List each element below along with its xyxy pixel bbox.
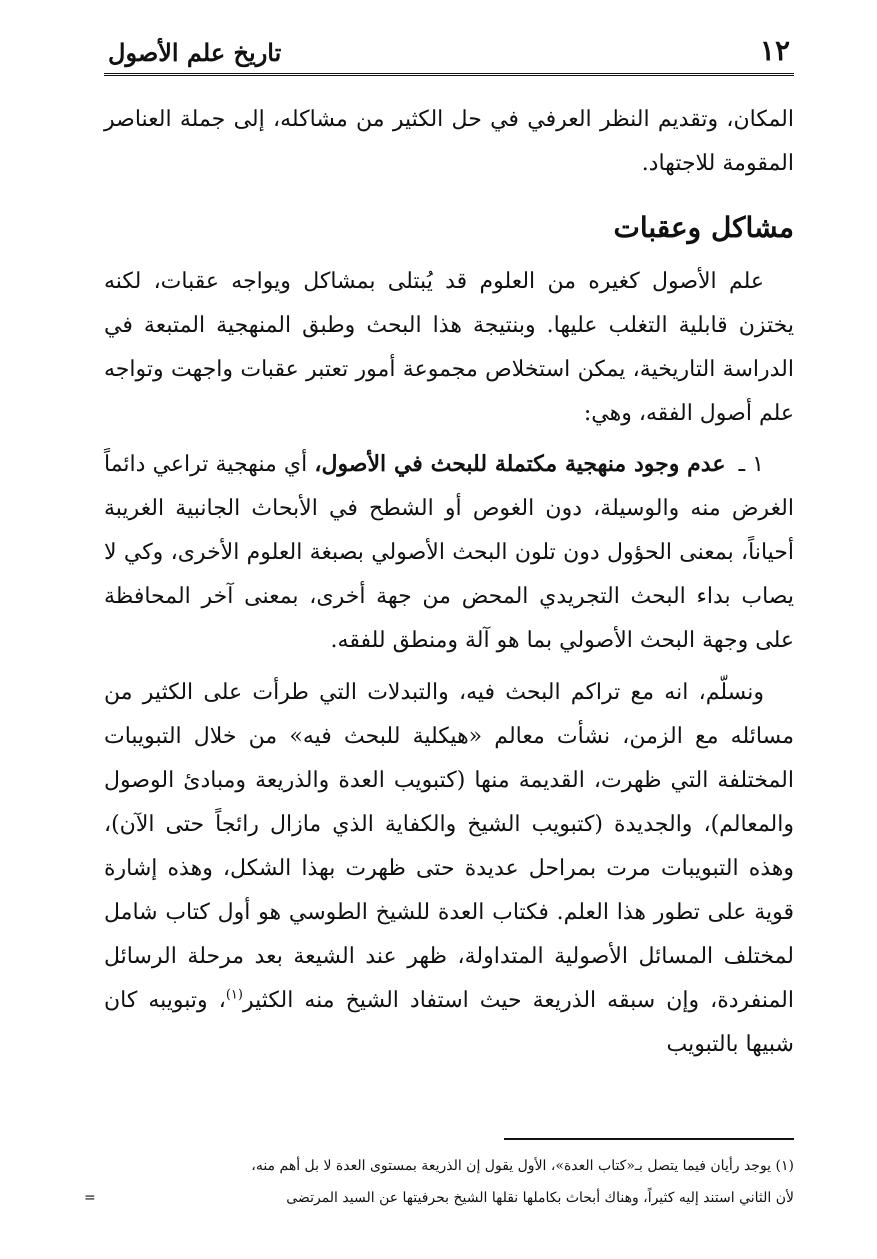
footnote-1-line-2-row <box>84 1182 794 1214</box>
running-title: تاريخ علم الأصول <box>108 38 282 67</box>
paragraph-1: علم الأصول كغيره من العلوم قد يُبتلى بمشاكل ويواجه عقبات، لكنه يختزن قابلية التغلب عليها. وبنتيجة هذا البحث وطبق المنهجية المتبعة في الدراسة التاريخية، يمكن استخلاص مجموعة أمور تعتبر عقبات واجهت وتواجه علم أصول الفقه، وهي: <box>104 269 794 426</box>
list-item-number: ١ ـ <box>738 452 764 477</box>
page-number: ١٢ <box>759 34 790 67</box>
list-item-1 <box>104 442 794 663</box>
list-item-text: أي منهجية تراعي دائماً الغرض منه والوسيلة، دون الغوص أو الشطح في الأبحاث الجانبية الغريبة أحياناً، بمعنى الحؤول دون تلون البحث الأصولي بصبغة العلوم الأخرى، وكي لا يصاب بداء البحث التجريدي المحض من جهة أخرى، بمعنى آخر المحافظة على وجهة البحث الأصولي بما هو آلة ومنطق للفقه. <box>104 452 794 653</box>
running-header <box>104 28 794 76</box>
footnote-divider <box>504 1138 794 1140</box>
paragraph-2-end: ، وتبويبه كان شبيها بالتبويب <box>104 988 794 1057</box>
body-text <box>104 98 794 1067</box>
paragraph-2-text: ونسلّم، انه مع تراكم البحث فيه، والتبدلات التي طرأت على الكثير من مسائله مع الزمن، نشأت معالم «هيكلية للبحث فيه» من خلال التبويبات المختلفة التي ظهرت، القديمة منها (كتبويب العدة والذريعة ومبادئ الوصول والمعالم)، والجديدة (كتبويب الشيخ والكفاية الذي مازال رائجاً حتى الآن)، وهذه التبويبات مرت بمراحل عديدة حتى ظهرت بهذا الشكل، وهذه إشارة قوية على تطور هذا العلم. فكتاب العدة للشيخ الطوسي هو أول كتاب شامل لمختلف المسائل الأصولية المتداولة، ظهر عند الشيعة بعد مرحلة الرسائل المنفردة، وإن سبقه الذريعة حيث استفاد الشيخ منه الكثير <box>104 680 794 1013</box>
footnote-1-line-2: لأن الثاني استند إليه كثيراً، وهناك أبحاث بكاملها نقلها الشيخ بحرفيتها عن السيد المرتضى <box>286 1190 794 1206</box>
continuation-mark: = <box>84 1190 96 1206</box>
footnote-reference[interactable]: (١) <box>225 987 243 1003</box>
paragraph-2 <box>104 671 794 1067</box>
intro-paragraph: المكان، وتقديم النظر العرفي في حل الكثير من مشاكله، إلى جملة العناصر المقومة للاجتهاد. <box>104 107 794 176</box>
section-heading: مشاكل وعقبات <box>613 211 794 244</box>
footnote-1-line-1: (١) يوجد رأيان فيما يتصل بـ«كتاب العدة»، الأول يقول إن الذريعة بمستوى العدة لا بل أهم منه، <box>251 1158 794 1174</box>
book-page <box>104 28 794 1067</box>
list-item-heading: عدم وجود منهجية مكتملة للبحث في الأصول، <box>314 451 726 477</box>
footnotes <box>84 1150 794 1214</box>
